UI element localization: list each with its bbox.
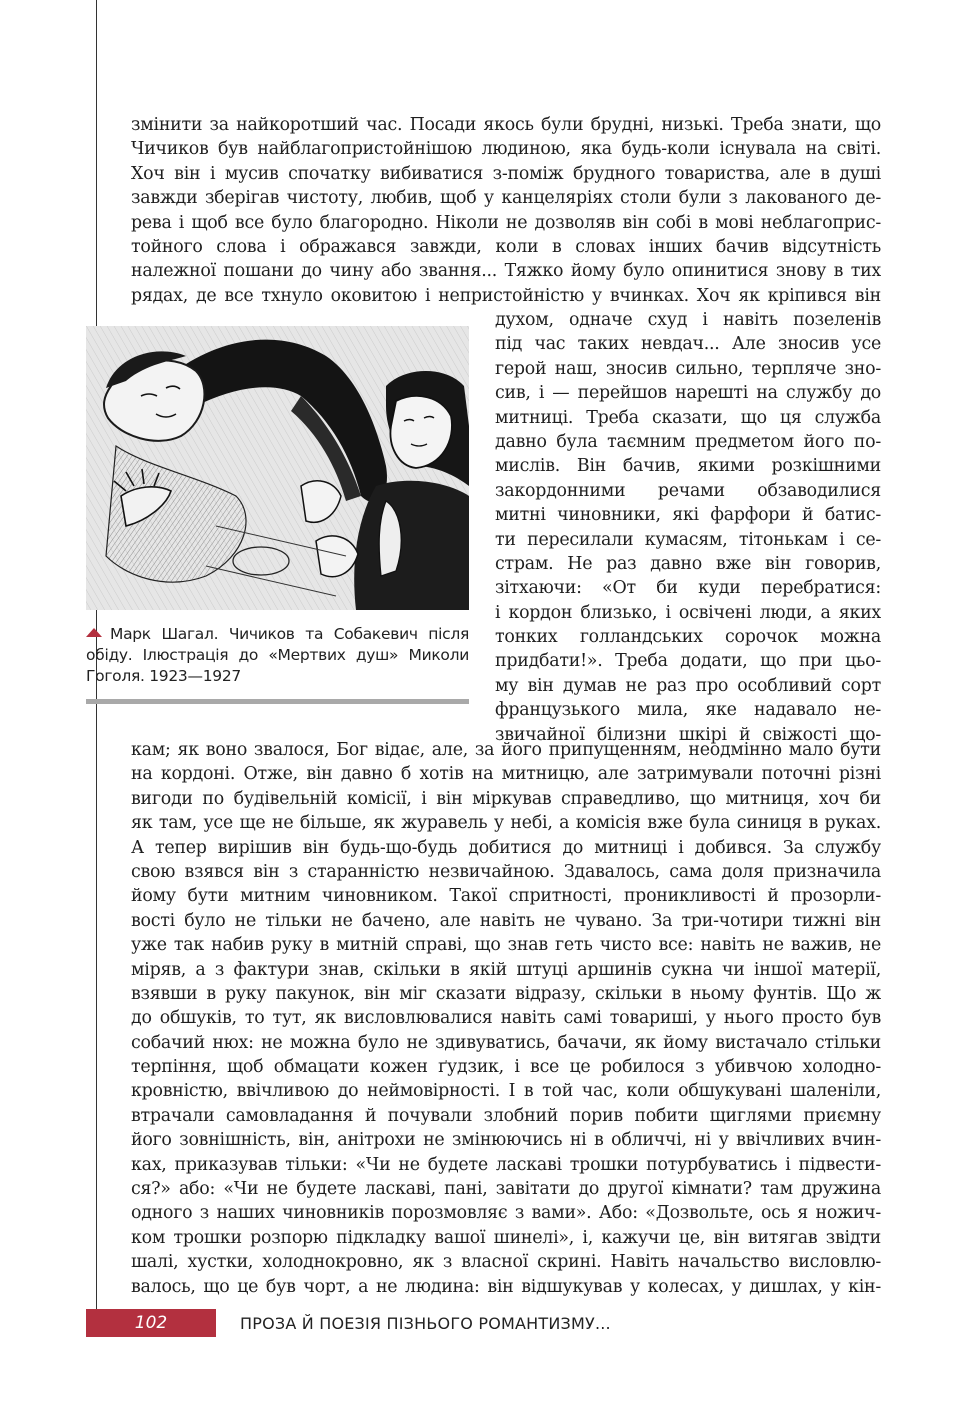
body-text-right-column bbox=[495, 308, 881, 747]
text-line: як там, усе ще не більше, як журавель у небі, а комісія вже була синиця в руках. bbox=[131, 813, 881, 834]
text-line: сив, і — перейшов нарешті на службу до bbox=[495, 383, 881, 404]
text-line: давно була таємним предметом його по- bbox=[495, 431, 881, 452]
text-line: міряв, а з фактури знав, скільки в якій штуці аршинів сукна чи іншої матерії, bbox=[131, 959, 881, 980]
illustration bbox=[86, 326, 469, 610]
page-number: 102 bbox=[86, 1309, 216, 1337]
text-line: тонких голландських сорочок можна bbox=[495, 627, 881, 648]
caption-line-1: Марк Шагал. Чичиков та Собакевич після bbox=[86, 624, 469, 645]
text-line: і кордон близько, і освічені люди, а яких bbox=[495, 602, 881, 623]
figure-caption bbox=[86, 624, 469, 687]
text-line: вості було не тільки не бачено, але навіть не чувано. За три-чотири тижні він bbox=[131, 910, 881, 931]
text-line: митні чиновники, які фарфори й батис- bbox=[495, 505, 881, 526]
text-line: митниці. Треба сказати, що ця служба bbox=[495, 407, 881, 428]
text-line: тойного слова і ображався завжди, коли в словах інших бачив відсутність bbox=[131, 236, 881, 257]
text-line: ком трошки розпорю підкладку вашої шинелі», і, кажучи це, він витягав звідти bbox=[131, 1227, 881, 1248]
text-line: валось, що це був чорт, а не людина: він відшукував у колесах, у дишлах, у кін- bbox=[131, 1276, 881, 1297]
text-line: духом, одначе схуд і навіть позеленів bbox=[495, 310, 881, 330]
body-text-top bbox=[131, 113, 881, 308]
text-line: рядах, де все тхнуло оковитою і непристойністю у вчинках. Хоч як кріпився він bbox=[131, 285, 881, 306]
text-line: А тепер вирішив він будь-що-будь добитися до митниці і добився. За службу bbox=[131, 837, 881, 858]
text-line: страм. Не раз давно вже він говорив, bbox=[495, 553, 881, 574]
text-line: завжди зберігав чистоту, любив, щоб у канцеляріях столи були з лакованого де- bbox=[131, 188, 881, 209]
text-line: рева і щоб все було благородно. Ніколи не дозволяв він собі в мові неблагоприс- bbox=[131, 212, 881, 233]
text-line: мислів. Він бачив, якими розкішними bbox=[495, 456, 881, 477]
text-line: вигоди по будівельній комісії, і він міркував справедливо, що митниця, хоч би bbox=[131, 788, 881, 809]
body-text-bottom bbox=[131, 738, 881, 1299]
text-line: ках, приказував тільки: «Чи не будете ласкаві трошки потурбуватись і підвести- bbox=[131, 1154, 881, 1175]
caption-line-2: обіду. Ілюстрація до «Мертвих душ» Миколи bbox=[86, 646, 469, 664]
text-line: втрачали самовладання й почували злобний порив побити щиглями приємну bbox=[131, 1105, 881, 1126]
text-line: на кордоні. Отже, він давно б хотів на митницю, але затримували поточні різні bbox=[131, 764, 881, 785]
text-line: му він думав не раз про особливий сорт bbox=[495, 675, 881, 696]
text-line: змінити за найкоротший час. Посади якось були брудні, низькі. Треба знати, що bbox=[131, 115, 881, 135]
illustration-drawing bbox=[86, 326, 469, 610]
text-line: ти пересилали кумасям, тітонькам і се- bbox=[495, 529, 881, 550]
text-line: французького мила, яке надавало не- bbox=[495, 700, 881, 721]
text-line: собачий нюх: не можна було не здивуватись, бачачи, як йому вистачало стільки bbox=[131, 1032, 881, 1053]
text-line: Хоч він і мусив спочатку вибиватися з-поміж брудного товариства, але в душі bbox=[131, 163, 881, 184]
text-line: одного з наших чиновників порозмовляє з вами». Або: «Дозвольте, ось я ножич- bbox=[131, 1203, 881, 1224]
triangle-up-icon bbox=[86, 628, 102, 637]
text-line: до обшуків, то тут, як висловлювалися навіть самі товариші, у нього просто був bbox=[131, 1008, 881, 1029]
text-line: під час таких невдач... Але зносив усе bbox=[495, 334, 881, 355]
text-line: герой наш, зносив сильно, терпляче зно- bbox=[495, 358, 881, 379]
text-line: ся?» або: «Чи не будете ласкаві, пані, завітати до другої кімнати? там дружина bbox=[131, 1179, 881, 1200]
text-line: терпіння, щоб обмацати кожен ґудзик, і все це робилося з убивчою холодно- bbox=[131, 1057, 881, 1078]
text-line: зітхаючи: «От би куди перебратися: bbox=[495, 578, 881, 599]
text-line: взявши в руку пакунок, він міг сказати відразу, скільки в ньому фунтів. Що ж bbox=[131, 983, 881, 1004]
text-line: закордонними речами обзаводилися bbox=[495, 480, 881, 501]
text-line: кровністю, ввічливою до неймовірності. І в той час, коли обшукувані шаленіли, bbox=[131, 1081, 881, 1102]
running-footer-title: ПРОЗА Й ПОЕЗІЯ ПІЗНЬОГО РОМАНТИЗМУ... bbox=[240, 1314, 611, 1333]
text-line: придбати!». Треба додати, що при цьо- bbox=[495, 651, 881, 672]
text-line: кам; як воно звалося, Бог відає, але, за його припущенням, неодмінно мало бути bbox=[131, 740, 881, 760]
text-line: йому бути митним чиновником. Такої спритності, проникливості й прозорли- bbox=[131, 886, 881, 907]
text-line: звичайної білизни шкірі й свіжості що- bbox=[495, 724, 881, 745]
text-line: уже так набив руку в митній справі, що знав геть чисто все: навіть не важив, не bbox=[131, 935, 881, 956]
caption-line-3: Гоголя. 1923—1927 bbox=[86, 667, 241, 685]
figure-rule bbox=[86, 699, 469, 704]
text-line: належної пошани до чину або звання... Тяжко йому було опинитися знову в тих bbox=[131, 261, 881, 282]
text-line: Чичиков був найблагопристойнішою людиною, яка будь-коли існувала на світі. bbox=[131, 139, 881, 160]
text-line: його зовнішність, він, анітрохи не змінюючись ні в обличчі, ні у ввічливих вчин- bbox=[131, 1130, 881, 1151]
text-line: свою взявся він з старанністю незвичайною. Здавалось, сама доля призначила bbox=[131, 861, 881, 882]
text-line: шалі, хустки, холоднокровно, як з власної скрині. Навіть начальство висловлю- bbox=[131, 1252, 881, 1273]
